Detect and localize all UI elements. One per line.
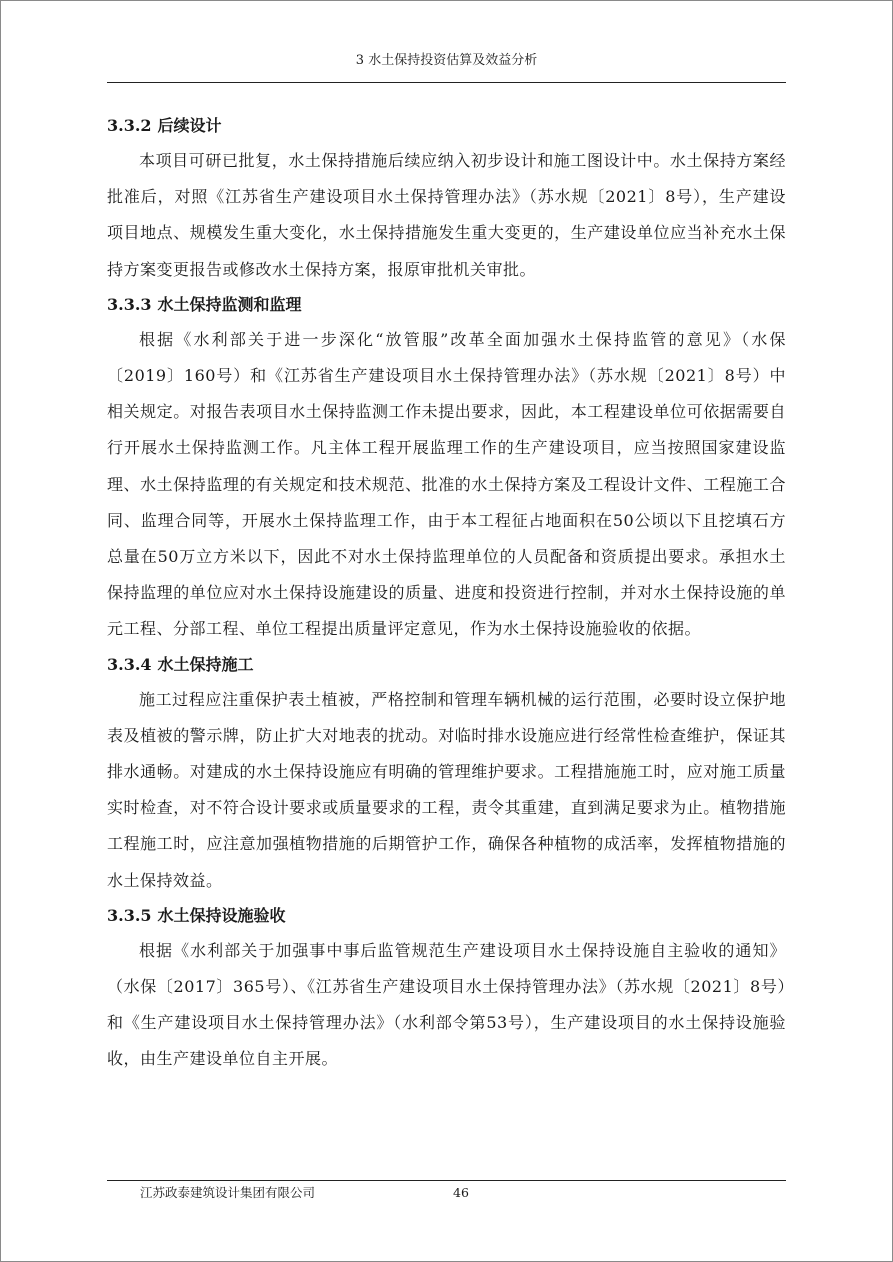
section-3-3-3	[107, 288, 786, 648]
section-number: 3.3.5	[107, 905, 152, 925]
section-title: 水土保持设施验收	[157, 905, 286, 925]
page-number: 46	[453, 1185, 469, 1200]
section-heading	[107, 288, 786, 322]
section-3-3-4	[107, 648, 786, 899]
paragraph: 根据《水利部关于加强事中事后监管规范生产建设项目水土保持设施自主验收的通知》（水保〔2017〕365号）、《江苏省生产建设项目水土保持管理办法》（苏水规〔2021〕8号）和《生产建设项目水土保持管理办法》（水利部令第53号），生产建设项目的水土保持设施验收，由生产建设单位自主开展。	[107, 940, 786, 1069]
section-3-3-5	[107, 899, 786, 1078]
page-header	[107, 50, 786, 83]
section-heading	[107, 899, 786, 933]
section-number: 3.3.2	[107, 116, 152, 135]
paragraph: 本项目可研已批复，水土保持措施后续应纳入初步设计和施工图设计中。水土保持方案经批准后，对照《江苏省生产建设项目水土保持管理办法》（苏水规〔2021〕8号），生产建设项目地点、规模发生重大变化，水土保持措施发生重大变更的，生产建设单位应当补充水土保持方案变更报告或修改水土保持方案，报原审批机关审批。	[107, 151, 786, 279]
footer-company: 江苏政泰建筑设计集团有限公司	[140, 1185, 316, 1200]
section-title: 后续设计	[157, 116, 222, 135]
paragraph: 施工过程应注重保护表土植被，严格控制和管理车辆机械的运行范围，必要时设立保护地表及植被的警示牌，防止扩大对地表的扰动。对临时排水设施应进行经常性检查维护，保证其排水通畅。对建成的水土保持设施应有明确的管理维护要求。工程措施施工时，应对施工质量实时检查，对不符合设计要求或质量要求的工程，责令其重建，直到满足要求为止。植物措施工程施工时，应注意加强植物措施的后期管护工作，确保各种植物的成活率，发挥植物措施的水土保持效益。	[107, 689, 786, 890]
section-heading	[107, 109, 786, 143]
footer-rule	[107, 1180, 786, 1181]
section-heading	[107, 648, 786, 682]
section-number: 3.3.3	[107, 294, 152, 314]
document-body	[107, 109, 786, 1078]
section-number: 3.3.4	[107, 654, 152, 674]
header-title: 3 水土保持投资估算及效益分析	[355, 53, 538, 68]
paragraph: 根据《水利部关于进一步深化“放管服”改革全面加强水土保持监管的意见》（水保〔2019〕160号）和《江苏省生产建设项目水土保持管理办法》（苏水规〔2021〕8号）中相关规定。对报告表项目水土保持监测工作未提出要求，因此，本工程建设单位可依据需要自行开展水土保持监测工作。凡主体工程开展监理工作的生产建设项目，应当按照国家建设监理、水土保持监理的有关规定和技术规范、批准的水土保持方案及工程设计文件、工程施工合同、监理合同等，开展水土保持监理工作，由于本工程征占地面积在50公顷以下且挖填石方总量在50万立方米以下，因此不对水土保持监理单位的人员配备和资质提出要求。承担水土保持监理的单位应对水土保持设施建设的质量、进度和投资进行控制，并对水土保持设施的单元工程、分部工程、单位工程提出质量评定意见，作为水土保持设施验收的依据。	[107, 329, 786, 639]
section-title: 水土保持监测和监理	[157, 294, 302, 314]
section-3-3-2	[107, 109, 786, 288]
section-title: 水土保持施工	[157, 654, 254, 674]
